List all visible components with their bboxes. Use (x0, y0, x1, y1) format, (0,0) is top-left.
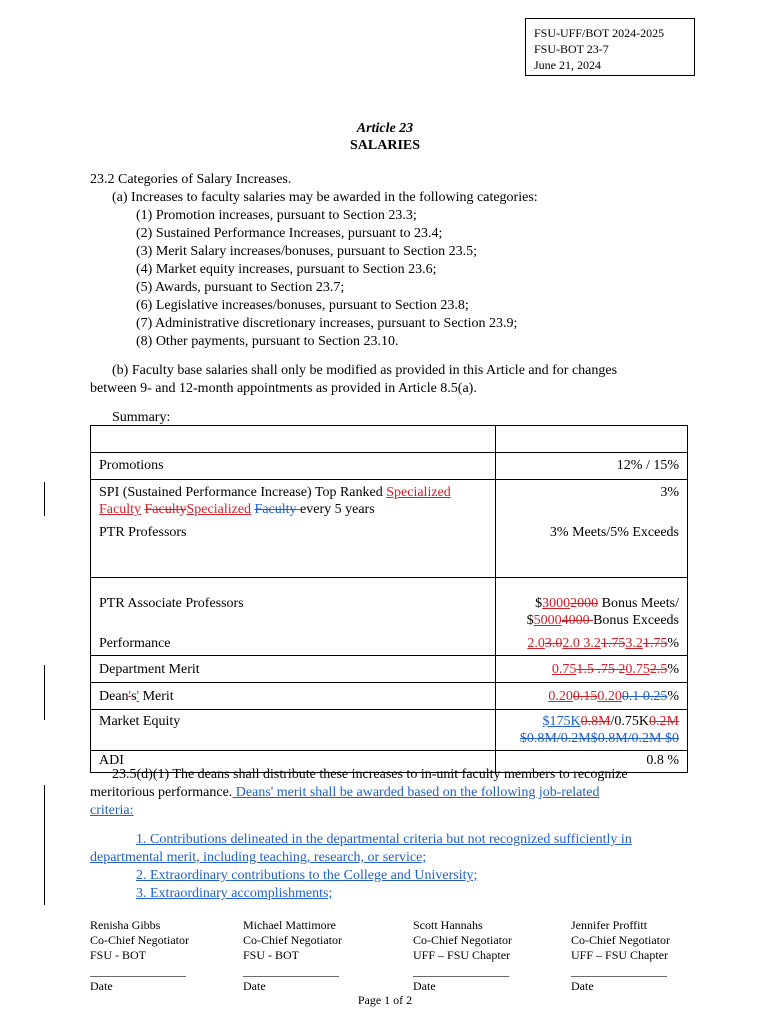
signature-block: Scott Hannahs Co-Chief Negotiator UFF – FSU Chapter ________________ Date (413, 918, 512, 993)
row-label: Market Equity (91, 709, 496, 750)
table-header-cell (496, 426, 688, 453)
article-title: SALARIES (349, 138, 421, 153)
summary-table (90, 425, 688, 773)
header-line-2: FSU-BOT 23-7 (534, 42, 609, 56)
section-heading: 23.2 Categories of Salary Increases. (90, 172, 292, 187)
table-header-cell (91, 426, 496, 453)
row-value: $30002000 Bonus Meets/ $50004000 Bonus Exceeds (496, 577, 688, 632)
signature-block: Jennifer Proffitt Co-Chief Negotiator UFF – FSU Chapter ________________ Date (571, 918, 670, 993)
row-label: Dean's' Merit (91, 682, 496, 709)
para-b-line-1: (b) Faculty base salaries shall only be modified as provided in this Article and for changes (112, 363, 618, 378)
signature-block: Michael Mattimore Co-Chief Negotiator FSU - BOT ________________ Date (243, 918, 342, 993)
table-row (91, 480, 688, 522)
list-item: (7) Administrative discretionary increases, pursuant to Section 23.9; (136, 316, 518, 331)
signature-block: Renisha Gibbs Co-Chief Negotiator FSU - BOT ________________ Date (90, 918, 189, 993)
list-item: (3) Merit Salary increases/bonuses, pursuant to Section 23.5; (136, 244, 477, 259)
table-row (91, 655, 688, 682)
table-row (91, 577, 688, 632)
row-value: 0.200.150.200.1 0.25% (496, 682, 688, 709)
table-row (91, 682, 688, 709)
row-label: Promotions (91, 453, 496, 480)
row-value: 2.03.02.0 3.21.753.21.75% (496, 632, 688, 656)
table-row (91, 453, 688, 480)
header-line-3: June 21, 2024 (534, 58, 601, 72)
list-item: (4) Market equity increases, pursuant to Section 23.6; (136, 262, 437, 277)
row-value: 12% / 15% (496, 453, 688, 480)
row-value: $175K0.8M/0.75K0.2M $0.8M/0.2M$0.8M/0.2M $0 (496, 709, 688, 750)
row-label: ADI (91, 750, 496, 772)
list-item: (8) Other payments, pursuant to Section 23.10. (136, 334, 399, 349)
change-bar (44, 482, 45, 516)
summary-label: Summary: (112, 410, 171, 425)
row-label: PTR Professors (91, 521, 496, 577)
row-label: PTR Associate Professors (91, 577, 496, 632)
list-item: (5) Awards, pursuant to Section 23.7; (136, 280, 345, 295)
criteria-1b: departmental merit, including teaching, research, or service; (90, 850, 427, 865)
list-item: (2) Sustained Performance Increases, pursuant to 23.4; (136, 226, 443, 241)
criteria-3: 3. Extraordinary accomplishments; (136, 886, 333, 901)
header-box (525, 18, 695, 76)
criteria-1a: 1. Contributions delineated in the departmental criteria but not recognized sufficiently in (136, 832, 632, 847)
para-235-line-1: 23.5(d)(1) The deans shall distribute these increases to in-unit faculty members to recognize (112, 767, 628, 782)
criteria-2: 2. Extraordinary contributions to the College and University; (136, 868, 478, 883)
row-label: SPI (Sustained Performance Increase) Top Ranked Specialized Faculty FacultySpecialized Faculty every 5 years (91, 480, 496, 522)
row-value: 0.8 % (496, 750, 688, 772)
table-row (91, 632, 688, 656)
row-label: Department Merit (91, 655, 496, 682)
para-a-intro: (a) Increases to faculty salaries may be awarded in the following categories: (112, 190, 538, 205)
table-row (91, 521, 688, 577)
change-bar (44, 665, 45, 720)
row-label: Performance (91, 632, 496, 656)
para-b-line-2: between 9- and 12-month appointments as provided in Article 8.5(a). (90, 381, 477, 396)
para-235-line-2: meritorious performance. Deans' merit shall be awarded based on the following job-related (90, 785, 600, 800)
table-row (91, 426, 688, 453)
row-value: 3% (496, 480, 688, 522)
table-row (91, 709, 688, 750)
row-value: 0.751.5 .75 20.752.5% (496, 655, 688, 682)
row-value: 3% Meets/5% Exceeds (496, 521, 688, 577)
para-235-line-3: criteria: (90, 803, 134, 818)
list-item: (1) Promotion increases, pursuant to Section 23.3; (136, 208, 417, 223)
change-bar (44, 785, 45, 905)
article-number: Article 23 (356, 121, 414, 136)
header-line-1: FSU-UFF/BOT 2024-2025 (534, 26, 665, 40)
page-number: Page 1 of 2 (357, 993, 413, 1007)
list-item: (6) Legislative increases/bonuses, pursuant to Section 23.8; (136, 298, 469, 313)
